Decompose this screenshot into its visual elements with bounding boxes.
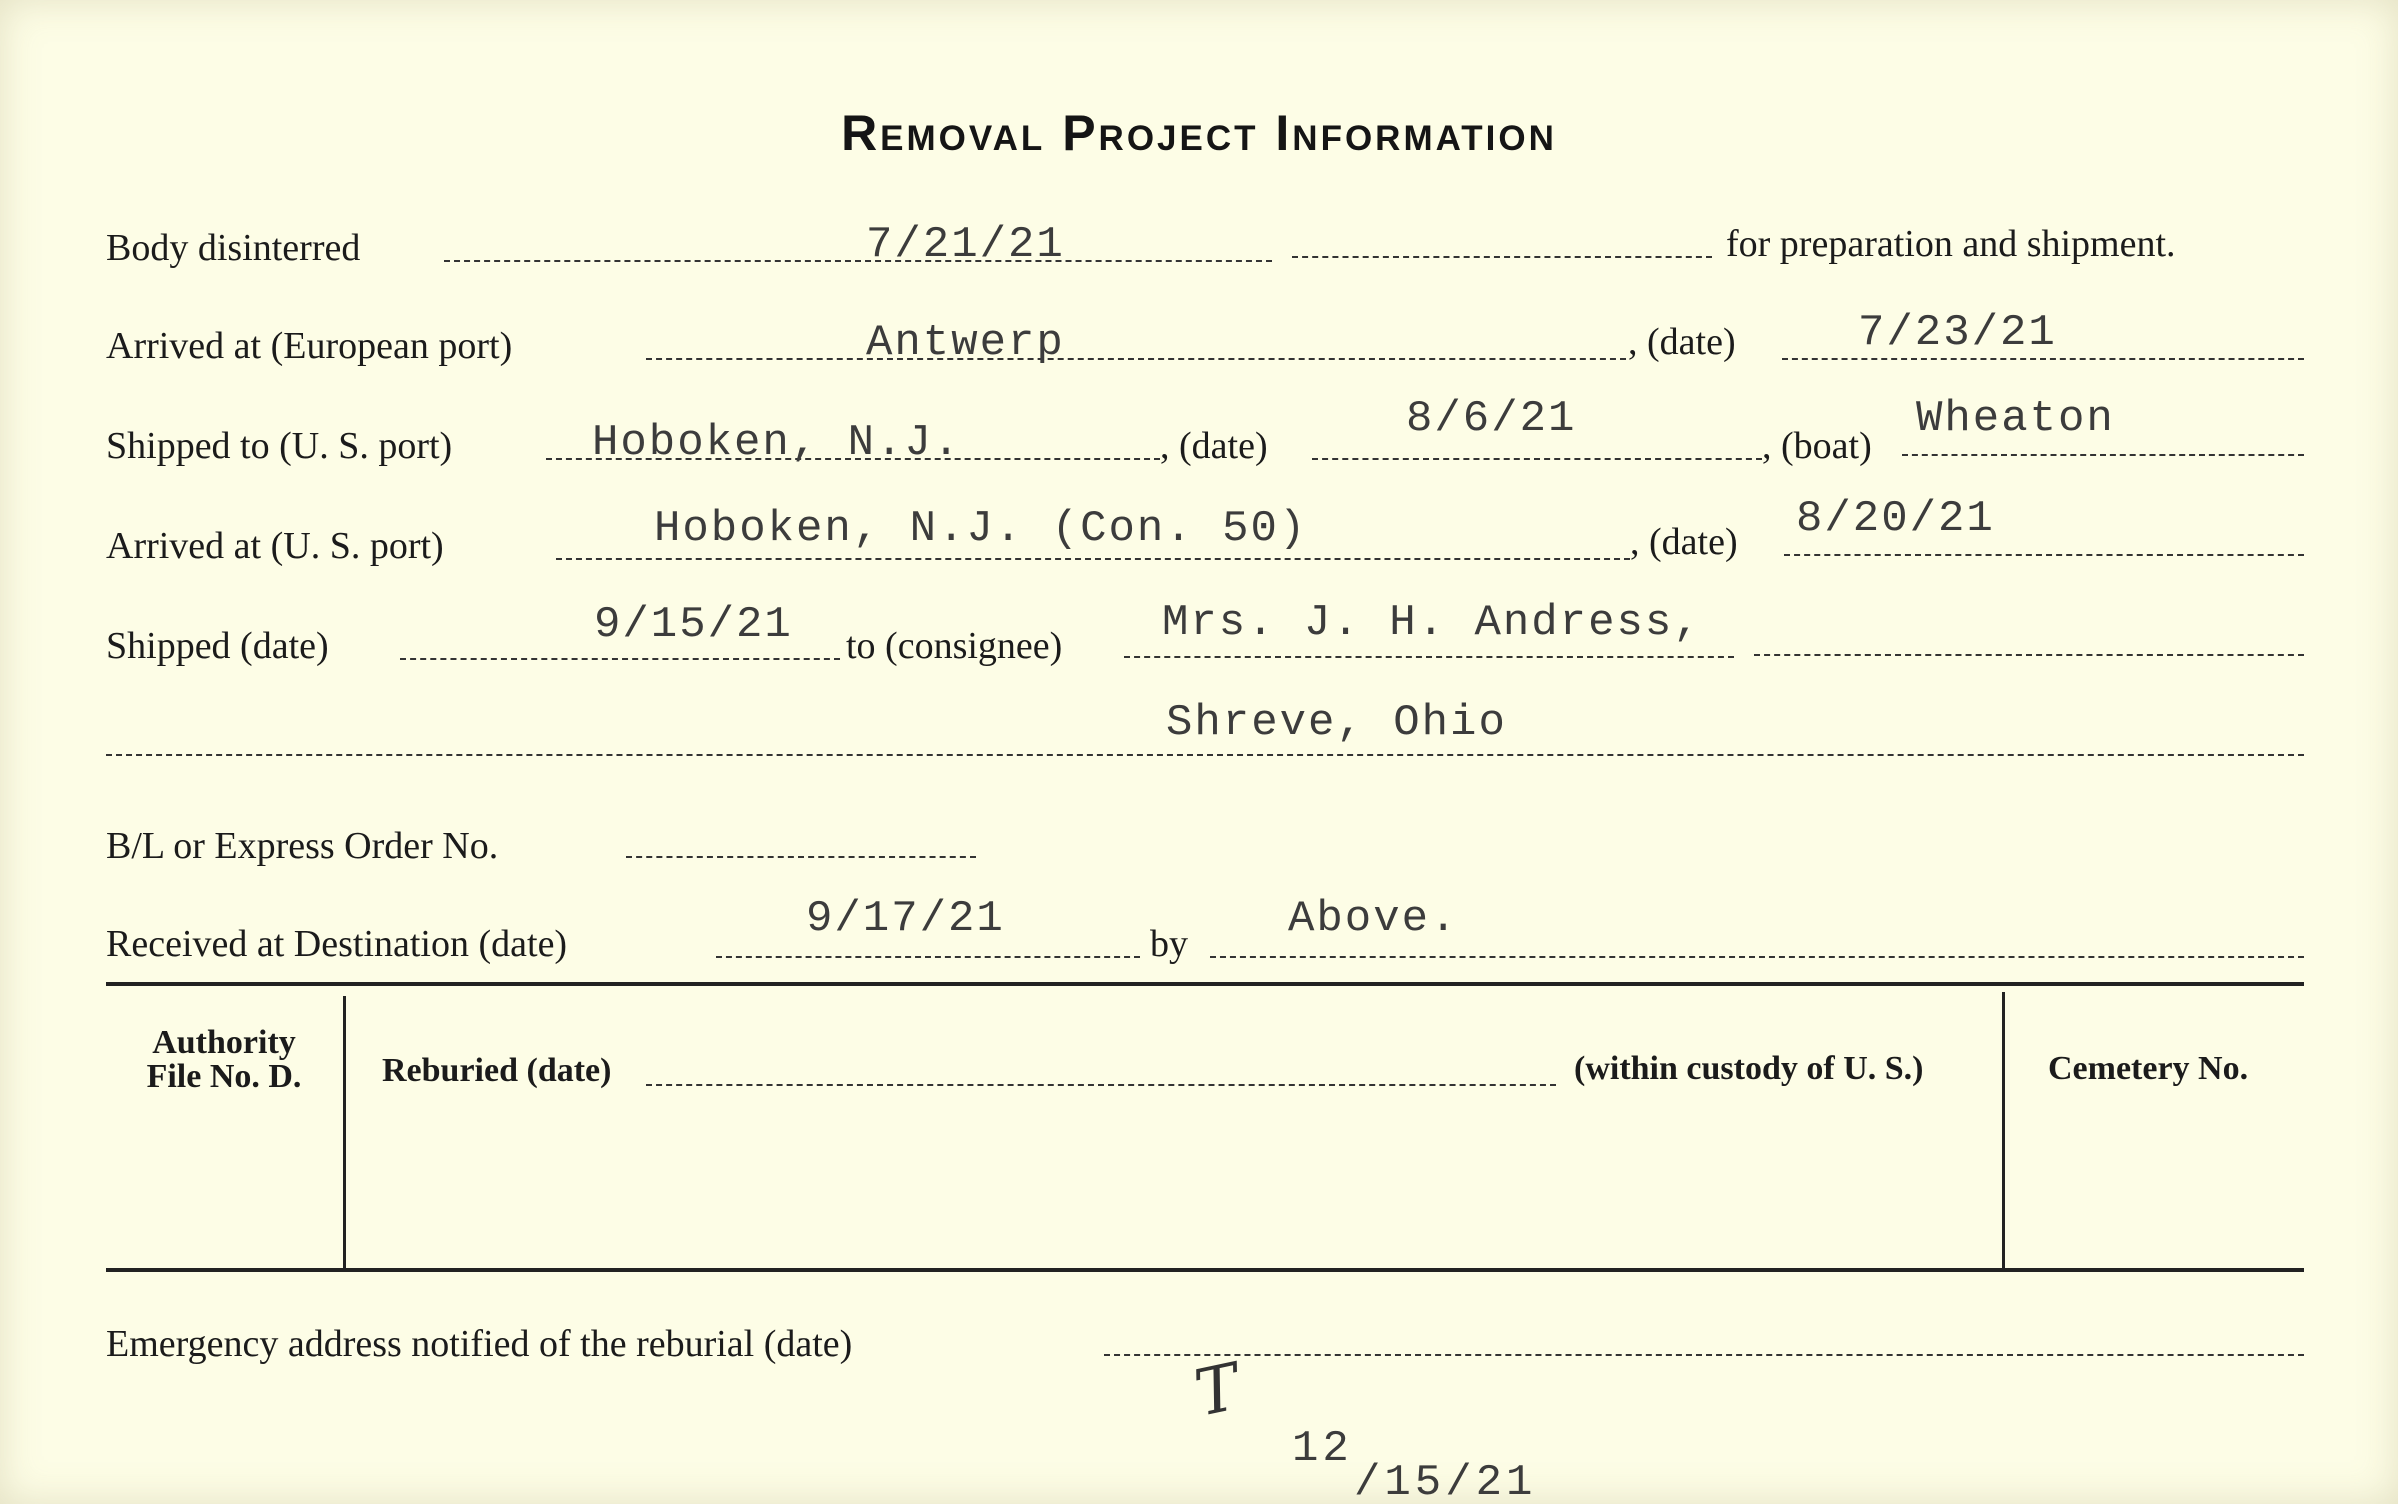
arrived-europe-port: Antwerp (866, 318, 1065, 368)
shipped-us-boat-line (1902, 454, 2304, 456)
received-by: Above. (1288, 894, 1459, 944)
received-by-label: by (1150, 923, 1188, 965)
received-date-line (716, 956, 1140, 958)
emergency-label: Emergency address notified of the reburial (date) (106, 1323, 853, 1365)
consignee-address: Shreve, Ohio (1166, 698, 1507, 748)
box-divider-right (2002, 992, 2005, 1268)
consignee-name: Mrs. J. H. Andress, (1162, 598, 1702, 648)
disinterred-suffix: for preparation and shipment. (1726, 223, 2176, 265)
box-bottom-rule (106, 1268, 2304, 1272)
custody-label: (within custody of U. S.) (1574, 1050, 1924, 1087)
authority-label-2: File No. D. (146, 1058, 302, 1095)
arrived-europe-date-line (1782, 358, 2304, 360)
shipped-us-date-line (1312, 458, 1762, 460)
arrived-us-line (556, 558, 1630, 560)
shipped-us-boat: Wheaton (1916, 394, 2115, 444)
consignee-line (1124, 656, 1734, 658)
shipped-us-date-label: , (date) (1160, 425, 1268, 467)
consignee-address-line (106, 754, 2304, 756)
arrived-us-date: 8/20/21 (1796, 494, 1995, 544)
disinterred-line-2 (1292, 256, 1712, 258)
cemetery-label: Cemetery No. (2048, 1050, 2249, 1087)
shipped-us-label: Shipped to (U. S. port) (106, 425, 453, 467)
arrived-europe-label: Arrived at (European port) (106, 325, 513, 367)
arrived-us-date-label: , (date) (1630, 521, 1738, 563)
handwritten-initials: T (1188, 1350, 1246, 1432)
arrived-us-label: Arrived at (U. S. port) (106, 525, 444, 567)
bl-label: B/L or Express Order No. (106, 825, 499, 867)
arrived-europe-date-label: , (date) (1628, 321, 1736, 363)
shipped-us-date: 8/6/21 (1406, 394, 1577, 444)
disinterred-line (444, 260, 1272, 262)
arrived-us-port: Hoboken, N.J. (Con. 50) (654, 504, 1308, 554)
arrived-europe-line (646, 358, 1626, 360)
shipped-date-line (400, 658, 840, 660)
disinterred-label: Body disinterred (106, 227, 361, 269)
disinterred-value: 7/21/21 (866, 220, 1065, 270)
shipped-us-port: Hoboken, N.J. (592, 418, 962, 468)
received-date: 9/17/21 (806, 894, 1005, 944)
box-top-rule (106, 982, 2304, 986)
reburied-label: Reburied (date) (382, 1052, 612, 1089)
reburied-line (646, 1084, 1556, 1086)
box-divider-left (343, 996, 346, 1268)
authority-label-1: Authority (152, 1024, 296, 1061)
consignee-line-2 (1754, 654, 2304, 656)
emergency-line (1104, 1354, 2304, 1356)
received-by-line (1210, 956, 2304, 958)
bl-line (626, 856, 976, 858)
handwritten-month: 12 (1292, 1424, 1353, 1474)
card-title: Removal Project Information (841, 105, 1557, 161)
arrived-europe-date: 7/23/21 (1858, 308, 2057, 358)
shipped-us-boat-label: , (boat) (1762, 425, 1872, 467)
shipped-date-label: Shipped (date) (106, 625, 329, 667)
consignee-label: to (consignee) (846, 625, 1063, 667)
handwritten-date: /15/21 (1354, 1458, 1537, 1504)
arrived-us-date-line (1784, 554, 2304, 556)
received-label: Received at Destination (date) (106, 923, 568, 965)
shipped-date: 9/15/21 (594, 600, 793, 650)
